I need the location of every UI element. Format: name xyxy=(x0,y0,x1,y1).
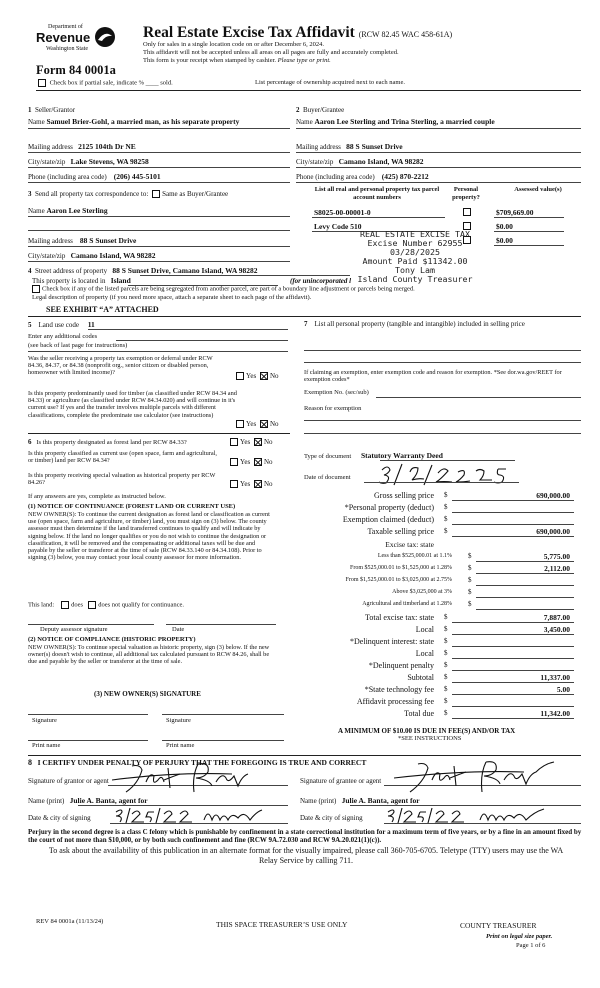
excise-state-label: Excise tax: state xyxy=(385,540,434,549)
land-does-checkbox[interactable] xyxy=(61,601,69,609)
subtotal-label: Subtotal xyxy=(407,673,434,682)
revenue-logo-icon xyxy=(94,26,116,48)
buyer-city-row: City/state/zip Camano Island, WA 98282 xyxy=(296,157,424,166)
header-note-1: Only for sales in a single location code on or after December 6, 2024. xyxy=(143,41,325,48)
tier2-value[interactable]: 2,112.00 xyxy=(544,564,570,573)
assessed-value-2[interactable]: $0.00 xyxy=(496,222,513,231)
grantor-name-row: Name (print) Julie A. Banta, agent for xyxy=(28,796,148,805)
section5-q1-no[interactable] xyxy=(260,372,268,380)
grantee-date-label: Date & city of signing xyxy=(300,814,363,822)
additional-codes: Enter any additional codes xyxy=(28,333,98,340)
deputy-assessor-signature: Deputy assessor signature xyxy=(40,626,108,633)
section5-q2-no[interactable] xyxy=(260,420,268,428)
subtotal-dollar: $ xyxy=(444,673,448,681)
street-row: 4 Street address of property 88 S Sunset Drive, Camano Island, WA 98282 xyxy=(28,266,258,275)
total-state-label: Total excise tax: state xyxy=(365,613,434,622)
personal-col-header: Personal property? xyxy=(452,186,480,201)
exemption-dollar: $ xyxy=(444,515,448,523)
buyer-mailing-row: Mailing address 88 S Sunset Drive xyxy=(296,142,403,151)
land-use-code[interactable]: 11 xyxy=(87,320,95,329)
section7-label: 7 List all personal property (tangible and intangible) included in selling price xyxy=(304,320,525,328)
grantee-signature-image[interactable] xyxy=(394,760,574,794)
buyer-phone[interactable]: (425) 870-2212 xyxy=(381,172,429,181)
gross-label: Gross selling price xyxy=(374,491,434,500)
located-row: This property is located in Island xyxy=(32,276,131,285)
handwriting-icon xyxy=(384,806,554,824)
deputy-date: Date xyxy=(172,626,185,633)
new-owner-signature-title: (3) NEW OWNER(S) SIGNATURE xyxy=(94,690,201,698)
levy-code[interactable]: Levy Code 510 xyxy=(314,222,362,231)
owner-signature-1: Signature xyxy=(32,717,57,724)
tier1-dollar: $ xyxy=(468,552,472,560)
dept-state: Washington State xyxy=(46,46,89,52)
correspondence-row: 3 Send all property tax correspondence to: Same as Buyer/Grantee xyxy=(28,190,229,198)
alternate-format: To ask about the availability of this publication in an alternate format for the visually impaired, please call 360-705-6705. Teletype (TTY) users may use the WA Relay Service by calling 711. xyxy=(48,846,564,865)
exemption-label: Exemption claimed (deduct) xyxy=(342,515,434,524)
grantor-signature-label: Signature of grantor or agent xyxy=(28,777,109,785)
correspondence-mailing[interactable]: 88 S Sunset Drive xyxy=(79,236,137,245)
personal-property-checkbox-1[interactable] xyxy=(463,208,471,216)
assessed-value-3[interactable]: $0.00 xyxy=(496,236,513,245)
grantee-signature-label: Signature of grantee or agent xyxy=(300,777,382,785)
taxable-dollar: $ xyxy=(444,527,448,535)
legal-description-label: Legal description of property (if you need more space, attach a separate sheet to each page of the affidavit). xyxy=(32,294,312,301)
parcel-1[interactable]: S8025-00-00001-0 xyxy=(314,208,371,217)
segregated-row: Check box if any of the listed parcels are being segregated from another parcel, are part of a boundary line adjustment or parcels being merged. xyxy=(32,285,415,293)
section6-q2-no[interactable] xyxy=(254,458,262,466)
seller-name-row: Name Samuel Brier-Gohl, a married man, as his separate property xyxy=(28,117,240,126)
treasurer-stamp: REAL ESTATE EXCISE TAX Excise Number 62955 03/28/2025 Amount Paid $11342.00 Tony Lam Island County Treasurer xyxy=(357,229,473,284)
section5-q2-answer: Yes No xyxy=(234,420,279,428)
delinquent-state-label: *Delinquent interest: state xyxy=(350,637,434,646)
correspondence-name[interactable]: Aaron Lee Sterling xyxy=(46,206,108,215)
tier5-label: Agricultural and timberland at 1.28% xyxy=(362,601,452,607)
section6-q3-yes[interactable] xyxy=(230,480,238,488)
correspondence-city[interactable]: Camano Island, WA 98282 xyxy=(70,251,156,260)
notice2-body: NEW OWNER(S): To continue special valuation as historic property, sign (3) below. If the new owner(s) doesn't wish to continue, all additional tax calculated pursuant to RCW 84.26, shall be due and payable by the seller or transferor at the time of sale. xyxy=(28,644,270,666)
list-percentage-note: List percentage of ownership acquired next to each name. xyxy=(255,79,405,86)
tier1-label: Less than $525,000.01 at 1.1% xyxy=(377,553,452,559)
section6-q3-no[interactable] xyxy=(254,480,262,488)
penalty-dollar: $ xyxy=(444,661,448,669)
doc-date-label: Date of document xyxy=(304,474,351,481)
seller-phone-row: Phone (including area code) (206) 445-5101 xyxy=(28,172,161,181)
correspondence-name-row: Name Aaron Lee Sterling xyxy=(28,206,108,215)
section6-q3: Is this property receiving special valuation as historical property per RCW 84.26? xyxy=(28,472,216,487)
seller-mailing[interactable]: 2125 104th Dr NE xyxy=(78,142,136,151)
segregated-checkbox[interactable] xyxy=(32,285,40,293)
perjury-text: Perjury in the second degree is a class C felony which is punishable by confinement in a state correctional institution for a maximum term of five years, or by a fine in an amount fixed by the court of not more than $10,000, or by both such confinement and fine (RCW 9A.72.030 and RCW 9A.20.021(1)(c)). xyxy=(28,828,582,844)
local-value[interactable]: 3,450.00 xyxy=(543,625,570,634)
owner-print-name-1: Print name xyxy=(32,742,61,749)
seller-heading: 1 Seller/Grantor xyxy=(28,106,76,114)
any-answers-yes: If any answers are yes, complete as instructed below. xyxy=(28,493,166,500)
grantor-signature-image[interactable] xyxy=(112,762,282,794)
grantee-name-row: Name (print) Julie A. Banta, agent for xyxy=(300,796,420,805)
local-dollar: $ xyxy=(444,625,448,633)
dept-line1: Department of xyxy=(48,24,83,30)
section5-q1-yes[interactable] xyxy=(236,372,244,380)
notice2-title: (2) NOTICE OF COMPLIANCE (HISTORIC PROPERTY) xyxy=(28,636,196,643)
buyer-mailing[interactable]: 88 S Sunset Drive xyxy=(346,142,403,151)
partial-sale-checkbox[interactable] xyxy=(38,79,46,87)
seller-mailing-row: Mailing address 2125 104th Dr NE xyxy=(28,142,136,151)
land-does-not-checkbox[interactable] xyxy=(88,601,96,609)
section5-q1-answer: Yes No xyxy=(234,372,279,380)
local2-dollar: $ xyxy=(444,649,448,657)
notice1-body: NEW OWNER(S): To continue the current designation as forest land or classification as current use (open space, farm and agriculture, or timber) land, you must sign on (3) below. The county assessor must then determine if the land transferred continues to qualify and will indicate by signing below. If the land no longer qualifies or you do not wish to continue the designation or classification, it will be removed and the compensating or additional taxes will be due and payable by the seller or transferor at the time of sale (RCW 84.33.140 or 84.34.108). Prior to signing (3) below, you may contact your local county assessor for more information. xyxy=(28,511,270,562)
tier3-dollar: $ xyxy=(468,576,472,584)
treasurer-use-only: THIS SPACE TREASURER’S USE ONLY xyxy=(216,920,348,929)
section6-q1-yes[interactable] xyxy=(230,438,238,446)
total-due-dollar: $ xyxy=(444,709,448,717)
form-title: Real Estate Excise Tax Affidavit (RCW 82.45 WAC 458-61A) xyxy=(143,24,453,41)
same-as-buyer-checkbox[interactable] xyxy=(152,190,160,198)
this-land-row: This land: does does not qualify for continuance. xyxy=(28,601,184,609)
personal-label: *Personal property (deduct) xyxy=(344,503,434,512)
county-treasurer: COUNTY TREASURER xyxy=(460,921,537,930)
affidavit-fee-label: Affidavit processing fee xyxy=(356,697,434,706)
total-state-dollar: $ xyxy=(444,613,448,621)
land-use-row: 5 Land use code 11 xyxy=(28,320,95,329)
see-instructions: *SEE INSTRUCTIONS xyxy=(398,735,462,742)
total-state-value[interactable]: 7,887.00 xyxy=(543,613,570,622)
subtotal-value[interactable]: 11,337.00 xyxy=(540,673,570,682)
partial-sale-row: Check box if partial sale, indicate % ____ sold. xyxy=(36,79,173,87)
exemption-instructions: If claiming an exemption, enter exemption code and reason for exemption. *See dor.wa.gov/REET for exemption codes* xyxy=(304,369,562,384)
local2-label: Local xyxy=(415,649,434,658)
tier2-label: From $525,000.01 to $1,525,000 at 1.28% xyxy=(350,565,452,571)
grantor-print-name[interactable]: Julie A. Banta, agent for xyxy=(69,796,148,805)
tier3-label: From $1,525,000.01 to $3,025,000 at 2.75% xyxy=(345,577,452,583)
tier2-dollar: $ xyxy=(468,564,472,572)
exemption-number: Exemption No. (sec/sub) xyxy=(304,389,369,396)
section6-q1-answer: Yes No xyxy=(228,438,273,446)
section6-q3-answer: Yes No xyxy=(228,480,273,488)
tech-fee-value[interactable]: 5.00 xyxy=(556,685,570,694)
page-number: Page 1 of 6 xyxy=(516,942,546,949)
handwriting-icon xyxy=(112,806,272,824)
correspondence-mailing-row: Mailing address 88 S Sunset Drive xyxy=(28,236,137,245)
assessed-value-1[interactable]: $709,669.00 xyxy=(496,208,534,217)
section6-q1-row: 6 Is this property designated as forest land per RCW 84.33? xyxy=(28,438,187,446)
exemption-reason: Reason for exemption xyxy=(304,405,362,412)
section6-q1-no[interactable] xyxy=(254,438,262,446)
tier4-dollar: $ xyxy=(468,588,472,596)
taxable-value[interactable]: 690,000.00 xyxy=(536,527,570,536)
buyer-name[interactable]: Aaron Lee Sterling and Trina Sterling, a married couple xyxy=(314,117,495,126)
owner-signature-2: Signature xyxy=(166,717,191,724)
penalty-label: *Delinquent penalty xyxy=(368,661,434,670)
buyer-name-row: Name Aaron Lee Sterling and Trina Sterling, a married couple xyxy=(296,117,495,126)
grantee-date-handwritten[interactable] xyxy=(384,806,554,824)
section6-q2-answer: Yes No xyxy=(228,458,273,466)
assessed-col-header: Assessed value(s) xyxy=(514,186,562,193)
section5-q2: Is this property predominantly used for timber (as classified under RCW 84.34 and 84.33) or agriculture (as classified under RCW 84.34.020) and will continue in it's current use? If yes and the transfer involves multiple parcels with different classifications, complete the predominate use calculator (see instructions) xyxy=(28,390,237,419)
tech-fee-label: *State technology fee xyxy=(364,685,434,694)
seller-city-row: City/state/zip Lake Stevens, WA 98258 xyxy=(28,157,149,166)
dor-logo xyxy=(36,24,120,64)
parcel-col-header: List all real and personal property tax parcel account numbers xyxy=(314,186,440,201)
tier5-dollar: $ xyxy=(468,600,472,608)
total-due-label: Total due xyxy=(404,709,434,718)
seller-name[interactable]: Samuel Brier-Gohl, a married man, as his separate property xyxy=(46,117,240,126)
delinquent-state-dollar: $ xyxy=(444,637,448,645)
seller-city[interactable]: Lake Stevens, WA 98258 xyxy=(70,157,149,166)
tech-fee-dollar: $ xyxy=(444,685,448,693)
buyer-city[interactable]: Camano Island, WA 98282 xyxy=(338,157,424,166)
located-in[interactable]: Island xyxy=(110,276,131,285)
local-label: Local xyxy=(415,625,434,634)
taxable-label: Taxable selling price xyxy=(367,527,434,536)
grantor-date-handwritten[interactable] xyxy=(112,806,272,824)
gross-value[interactable]: 690,000.00 xyxy=(536,491,570,500)
certify-statement: 8 I CERTIFY UNDER PENALTY OF PERJURY THAT THE FOREGOING IS TRUE AND CORRECT xyxy=(28,758,367,767)
street-address[interactable]: 88 S Sunset Drive, Camano Island, WA 98282 xyxy=(112,266,258,275)
grantor-date-label: Date & city of signing xyxy=(28,814,91,822)
tier4-label: Above $3,025,000 at 3% xyxy=(392,589,452,595)
header-note-2: This affidavit will not be accepted unless all areas on all pages are fully and accurately completed. xyxy=(143,49,399,56)
total-due-value[interactable]: 11,342.00 xyxy=(540,709,570,718)
section6-q2-yes[interactable] xyxy=(230,458,238,466)
seller-phone[interactable]: (206) 445-5101 xyxy=(113,172,161,181)
form-number: Form 84 0001a xyxy=(36,63,116,77)
correspondence-city-row: City/state/zip Camano Island, WA 98282 xyxy=(28,251,156,260)
minimum-due: A MINIMUM OF $10.00 IS DUE IN FEE(S) AND/OR TAX xyxy=(338,727,516,735)
unincorporated-note: (for unincorporated l xyxy=(290,277,352,285)
tier1-value[interactable]: 5,775.00 xyxy=(543,552,570,561)
affidavit-fee-dollar: $ xyxy=(444,697,448,705)
owner-print-name-2: Print name xyxy=(166,742,195,749)
dept-revenue: Revenue xyxy=(36,30,91,45)
header-note-3: This form is your receipt when stamped by cashier. Please type or print. xyxy=(143,57,331,64)
rev-number: REV 84 0001a (11/13/24) xyxy=(36,918,104,925)
buyer-heading: 2 Buyer/Grantee xyxy=(296,106,345,114)
see-back: (see back of last page for instructions) xyxy=(28,342,128,349)
gross-dollar: $ xyxy=(444,491,448,499)
buyer-phone-row: Phone (including area code) (425) 870-2212 xyxy=(296,172,429,181)
doc-type[interactable]: Statutory Warranty Deed xyxy=(360,451,443,460)
personal-dollar: $ xyxy=(444,503,448,511)
notice1-title: (1) NOTICE OF CONTINUANCE (FOREST LAND OR CURRENT USE) xyxy=(28,503,236,510)
section5-q2-yes[interactable] xyxy=(236,420,244,428)
grantee-print-name[interactable]: Julie A. Banta, agent for xyxy=(341,796,420,805)
legal-size-note: Print on legal size paper. xyxy=(486,933,553,940)
section5-q1: Was the seller receiving a property tax exemption or deferral under RCW 84.36, 84.37, or 84.38 (nonprofit org., senior citizen or disabled person, homeowner with limited income)? xyxy=(28,355,213,377)
section6-q2: Is this property classified as current use (open space, farm and agricultural, or timber) land per RCW 84.34? xyxy=(28,450,218,465)
doc-type-row: Type of document Statutory Warranty Deed xyxy=(304,451,443,460)
exhibit-a: SEE EXHIBIT “A” ATTACHED xyxy=(46,305,159,314)
